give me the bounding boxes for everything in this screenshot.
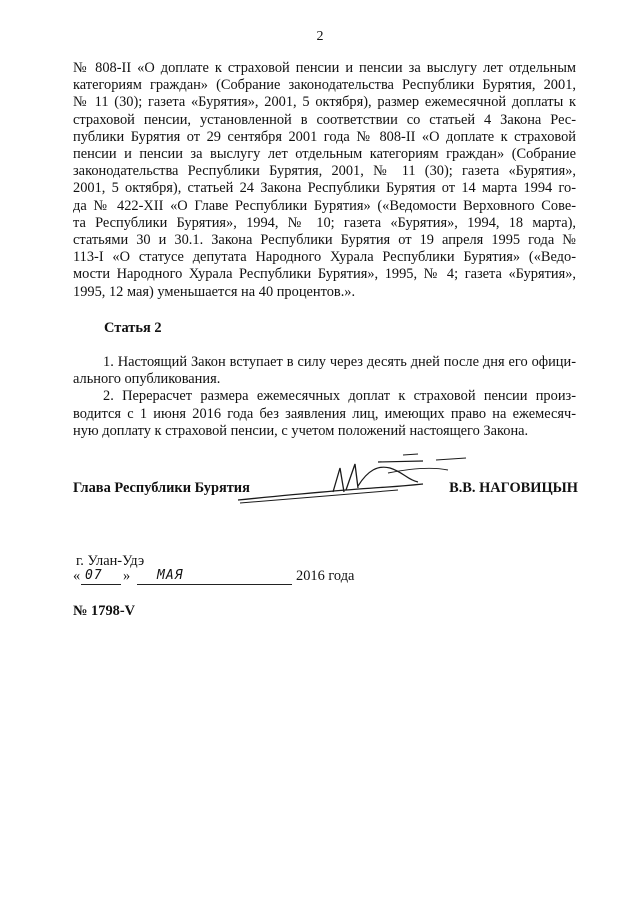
paragraph-2-line: ную доплату к страховой пенсии, с учетом положений настоящего Закона.	[73, 422, 529, 439]
body-line: страховой пенсии, установленной в соответствии со статьей 4 Закона Рес-	[73, 111, 576, 128]
body-line: мости Народного Хурала Республики Бурятия», 1995, № 4; газета «Бурятия»,	[73, 266, 576, 283]
signature-row	[73, 480, 578, 500]
article-body	[73, 354, 576, 440]
body-line: публики Бурятия от 29 сентября 2001 года № 808-II «О доплате к страховой	[73, 128, 576, 145]
body-line: 113-I «О статусе депутата Народного Хурала Республики Бурятия» («Ведо-	[73, 249, 576, 266]
body-line: да № 422-XII «О Главе Республики Бурятия» («Ведомости Верховного Сове-	[73, 197, 576, 214]
body-line: законодательства Республики Бурятия, 2001, № 11 (30); газета «Бурятия»,	[73, 163, 576, 180]
body-line: 1995, 12 мая) уменьшается на 40 процентов.».	[73, 283, 356, 300]
body-line: № 808-II «О доплате к страховой пенсии и пенсии за выслугу лет отдельным	[73, 60, 576, 76]
month-underline	[137, 584, 292, 585]
signer-name: В.В. НАГОВИЦЫН	[449, 480, 578, 496]
law-number: № 1798-V	[73, 603, 136, 619]
body-text	[73, 60, 576, 301]
day-underline	[81, 584, 121, 585]
signer-title: Глава Республики Бурятия	[73, 480, 250, 496]
paragraph-2-line: водится с 1 июня 2016 года без заявления лиц, имеющих право на ежемесяч-	[73, 405, 576, 422]
paragraph-2-line: 2. Перерасчет размера ежемесячных доплат к страховой пенсии произ-	[103, 388, 576, 405]
date-open-quote: «	[73, 568, 81, 584]
body-line: категориям граждан» (Собрание законодательства Республики Бурятия, 2001,	[73, 77, 576, 94]
date-year: 2016 года	[296, 568, 355, 584]
body-line: 2001, 5 октября), статьей 24 Закона Республики Бурятия от 14 марта 1994 го-	[73, 180, 576, 197]
date-month: МАЯ	[157, 568, 184, 583]
date-day: 07	[85, 568, 103, 583]
body-line: та Республики Бурятия», 1994, № 10; газета «Бурятия», 1994, 18 марта),	[73, 214, 576, 231]
body-line: пенсии и пенсии за выслугу лет отдельным категориям граждан» (Собрание	[73, 146, 576, 163]
body-line: статьями 30 и 30.1. Закона Республики Бурятия от 19 апреля 1995 года №	[73, 232, 576, 249]
article-heading: Статья 2	[104, 320, 162, 336]
paragraph-1-line: 1. Настоящий Закон вступает в силу через десять дней после дня его офици-	[103, 354, 576, 370]
place-of-signing: г. Улан-Удэ	[76, 553, 145, 569]
body-line: № 11 (30); газета «Бурятия», 2001, 5 октября), размер ежемесячной доплаты к	[73, 94, 576, 111]
paragraph-1-line: ального опубликования.	[73, 371, 221, 388]
signing-date	[73, 568, 393, 586]
page-number: 2	[316, 29, 324, 44]
date-close-quote: »	[123, 568, 131, 584]
